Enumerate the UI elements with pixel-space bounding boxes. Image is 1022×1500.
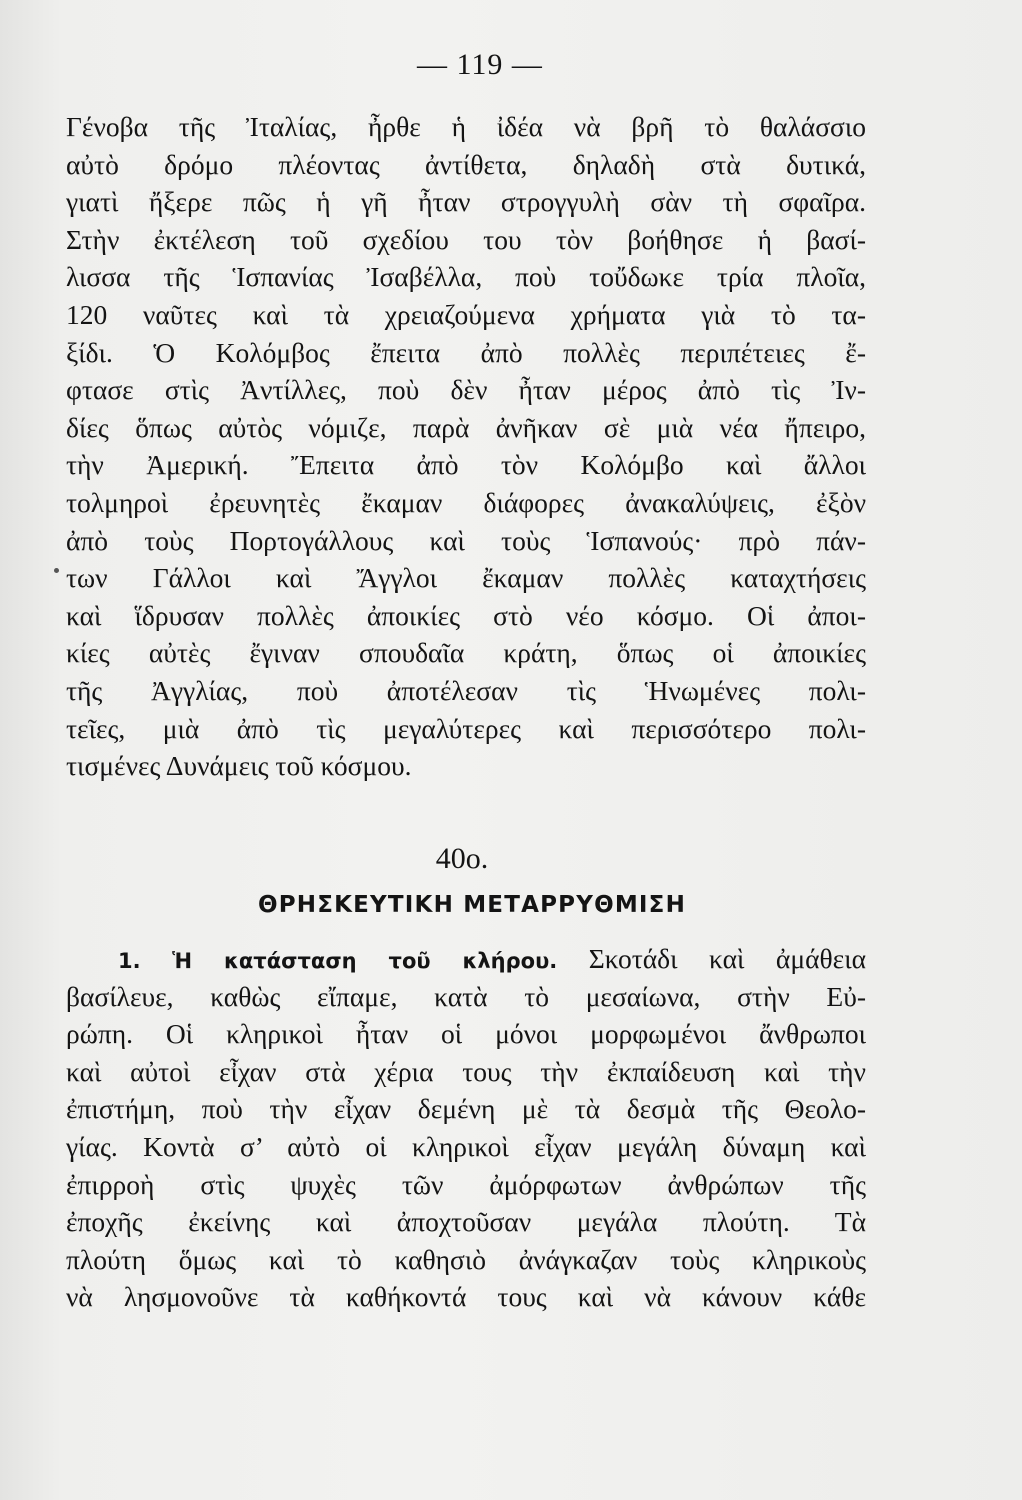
text-line: τεῖες, μιὰ ἀπὸ τὶς μεγαλύτερες καὶ περισσότερο πολι-	[66, 712, 866, 744]
text-line: τῆς Ἀγγλίας, ποὺ ἀποτέλεσαν τὶς Ἡνωμένες πολι-	[66, 674, 866, 706]
text-line: ἐπιστήμη, ποὺ τὴν εἶχαν δεμένη μὲ τὰ δεσμὰ τῆς Θεολο-	[66, 1093, 866, 1125]
text-line: των Γάλλοι καὶ Ἄγγλοι ἔκαμαν πολλὲς καταχτήσεις	[66, 562, 866, 594]
text-line: κίες αὐτὲς ἔγιναν σπουδαῖα κράτη, ὅπως οἱ ἀποικίες	[66, 637, 866, 669]
text-line: λισσα τῆς Ἱσπανίας Ἰσαβέλλα, ποὺ τοὔδωκε τρία πλοῖα,	[66, 261, 866, 293]
text-line: Γένοβα τῆς Ἰταλίας, ἦρθε ἡ ἰδέα νὰ βρῆ τὸ θαλάσσιο	[66, 111, 866, 142]
text-line: ἐποχῆς ἐκείνης καὶ ἀποχτοῦσαν μεγάλα πλούτη. Τὰ	[66, 1206, 866, 1238]
paragraph-clergy	[66, 940, 866, 1316]
text-line: τισμένες Δυνάμεις τοῦ κόσμου.	[66, 750, 412, 782]
paragraph-columbus	[66, 108, 866, 785]
text-line: πλούτη ὅμως καὶ τὸ καθησιὸ ἀνάγκαζαν τοὺς κληρικοὺς	[66, 1243, 866, 1275]
lead-line-text: Σκοτάδι καὶ ἀμάθεια	[588, 943, 866, 974]
text-line: φτασε στὶς Ἀντίλλες, ποὺ δὲν ἦταν μέρος ἀπὸ τὶς Ἰν-	[66, 374, 866, 406]
text-line: γίας. Κοντὰ σ’ αὐτὸ οἱ κληρικοὶ εἶχαν μεγάλη δύναμη καὶ	[66, 1130, 866, 1162]
subsection-title: Ἡ κατάσταση τοῦ κλήρου.	[172, 949, 558, 973]
margin-dot	[54, 568, 59, 573]
text-line: νὰ λησμονοῦνε τὰ καθήκοντά τους καὶ νὰ κάνουν κάθε	[66, 1281, 866, 1313]
text-line: τὴν Ἀμερική. Ἔπειτα ἀπὸ τὸν Κολόμβο καὶ ἄλλοι	[66, 449, 866, 481]
text-line: καὶ αὐτοὶ εἶχαν στὰ χέρια τους τὴν ἐκπαίδευση καὶ τὴν	[66, 1055, 866, 1087]
text-line: ξίδι. Ὁ Κολόμβος ἔπειτα ἀπὸ πολλὲς περιπέτειες ἔ-	[66, 336, 866, 368]
subsection-number: 1.	[118, 949, 141, 973]
text-line: βασίλευε, καθὼς εἴπαμε, κατὰ τὸ μεσαίωνα, στὴν Εὐ-	[66, 980, 866, 1012]
page-number: — 119 —	[417, 48, 543, 81]
text-line: γιατὶ ἤξερε πῶς ἡ γῆ ἦταν στρογγυλὴ σὰν τὴ σφαῖρα.	[66, 186, 866, 218]
text-line: δίες ὅπως αὐτὸς νόμιζε, παρὰ ἀνῆκαν σὲ μιὰ νέα ἤπειρο,	[66, 411, 866, 443]
section-title: ΘΡΗΣΚΕΥΤΙΚΗ ΜΕΤΑΡΡΥΘΜΙΣΗ	[257, 892, 687, 918]
text-line: ἐπιρροὴ στὶς ψυχὲς τῶν ἀμόρφωτων ἀνθρώπων τῆς	[66, 1168, 866, 1200]
text-line: Στὴν ἐκτέλεση τοῦ σχεδίου του τὸν βοήθησε ἡ βασί-	[66, 223, 866, 255]
section-number: 40ο.	[435, 842, 489, 875]
text-line: τολμηροὶ ἐρευνητὲς ἔκαμαν διάφορες ἀνακαλύψεις, ἐξὸν	[66, 486, 866, 518]
text-line: ρώπη. Οἱ κληρικοὶ ἦταν οἱ μόνοι μορφωμένοι ἄνθρωποι	[66, 1018, 866, 1050]
text-line-lead	[66, 940, 866, 978]
text-line: 120 ναῦτες καὶ τὰ χρειαζούμενα χρήματα γιὰ τὸ τα-	[66, 298, 866, 330]
text-line: αὐτὸ δρόμο πλέοντας ἀντίθετα, δηλαδὴ στὰ δυτικά,	[66, 148, 866, 180]
text-line: ἀπὸ τοὺς Πορτογάλλους καὶ τοὺς Ἱσπανούς· πρὸ πάν-	[66, 524, 866, 556]
text-line: καὶ ἵδρυσαν πολλὲς ἀποικίες στὸ νέο κόσμο. Οἱ ἀποι-	[66, 599, 866, 631]
